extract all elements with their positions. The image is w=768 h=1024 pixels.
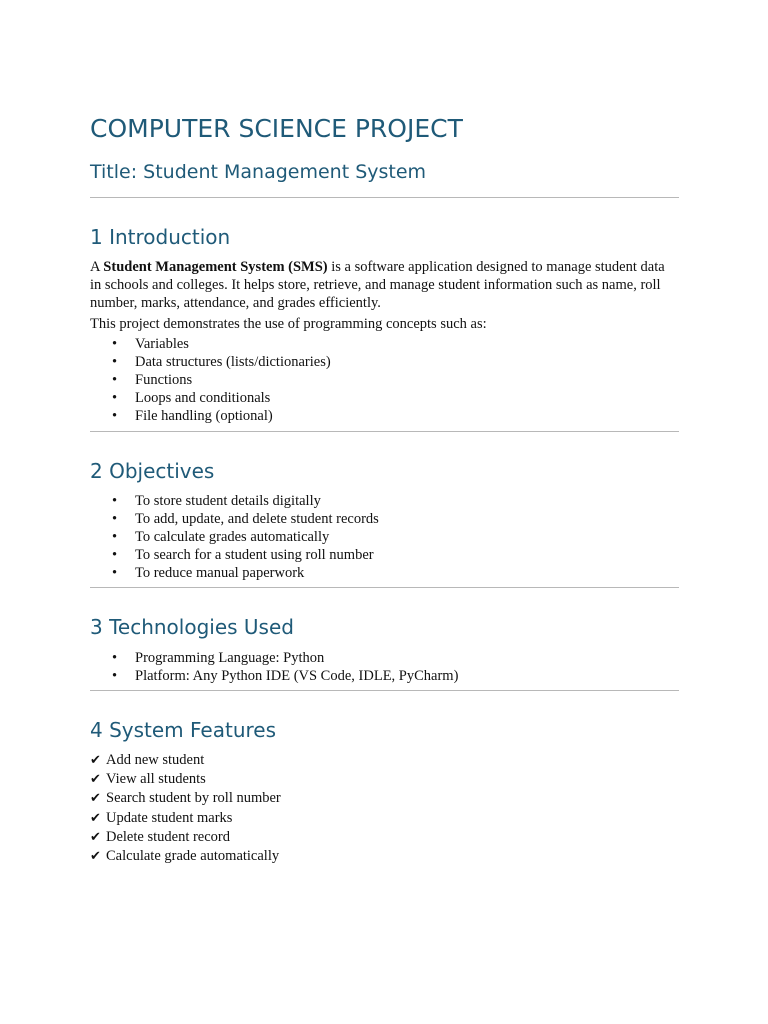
list-item: • Loops and conditionals bbox=[90, 389, 331, 407]
check-mark-icon: ✔ bbox=[90, 810, 101, 826]
list-item bbox=[90, 770, 281, 789]
list-item bbox=[90, 751, 281, 770]
objectives-list bbox=[90, 492, 379, 582]
feature-label: Update student marks bbox=[106, 809, 233, 826]
features-list bbox=[90, 751, 281, 866]
list-item: • To store student details digitally bbox=[90, 492, 379, 510]
check-mark-icon: ✔ bbox=[90, 753, 101, 768]
list-item: • Variables bbox=[90, 335, 331, 353]
section-heading-features: 4 System Features bbox=[90, 718, 277, 742]
check-mark-icon: ✔ bbox=[90, 849, 101, 865]
list-item: • To search for a student using roll number bbox=[90, 546, 379, 564]
list-item: • Functions bbox=[90, 371, 331, 389]
technologies-list bbox=[90, 649, 458, 685]
check-mark-icon: ✔ bbox=[90, 772, 101, 788]
list-item: • Programming Language: Python bbox=[90, 649, 458, 667]
feature-label: Search student by roll number bbox=[106, 790, 281, 807]
document-subtitle: Title: Student Management System bbox=[90, 161, 427, 183]
list-item bbox=[90, 809, 281, 828]
concepts-list bbox=[90, 335, 331, 425]
check-mark-icon: ✔ bbox=[90, 791, 101, 807]
list-item bbox=[90, 847, 281, 866]
divider bbox=[90, 587, 679, 588]
list-item: • To add, update, and delete student records bbox=[90, 510, 379, 528]
feature-label: View all students bbox=[106, 771, 206, 788]
section-heading-technologies: 3 Technologies Used bbox=[90, 615, 294, 639]
list-item bbox=[90, 828, 281, 847]
feature-label: Add new student bbox=[106, 752, 205, 768]
list-item: • Data structures (lists/dictionaries) bbox=[90, 353, 331, 371]
list-item: • To reduce manual paperwork bbox=[90, 564, 379, 582]
introduction-paragraph bbox=[90, 258, 679, 312]
divider bbox=[90, 690, 679, 691]
intro-bold-term: Student Management System (SMS) bbox=[103, 259, 328, 275]
feature-label: Delete student record bbox=[106, 828, 231, 845]
list-item: • Platform: Any Python IDE (VS Code, IDLE, PyCharm) bbox=[90, 667, 458, 685]
check-mark-icon: ✔ bbox=[90, 829, 101, 845]
divider bbox=[90, 197, 679, 198]
list-item: • File handling (optional) bbox=[90, 407, 331, 425]
list-item bbox=[90, 789, 281, 808]
divider bbox=[90, 431, 679, 432]
feature-label: Calculate grade automatically bbox=[106, 848, 280, 865]
section-heading-objectives: 2 Objectives bbox=[90, 459, 215, 483]
intro-rest: is a software application designed to manage student data in schools and colleges. It helps store, retrieve, and manage student information such as name, roll number, marks, attendance, and grades efficiently. bbox=[90, 259, 665, 311]
document-title: COMPUTER SCIENCE PROJECT bbox=[90, 114, 463, 143]
concepts-lead-paragraph: This project demonstrates the use of programming concepts such as: bbox=[90, 316, 487, 332]
intro-prefix: A bbox=[90, 259, 104, 275]
section-heading-introduction: 1 Introduction bbox=[90, 225, 231, 249]
list-item: • To calculate grades automatically bbox=[90, 528, 379, 546]
